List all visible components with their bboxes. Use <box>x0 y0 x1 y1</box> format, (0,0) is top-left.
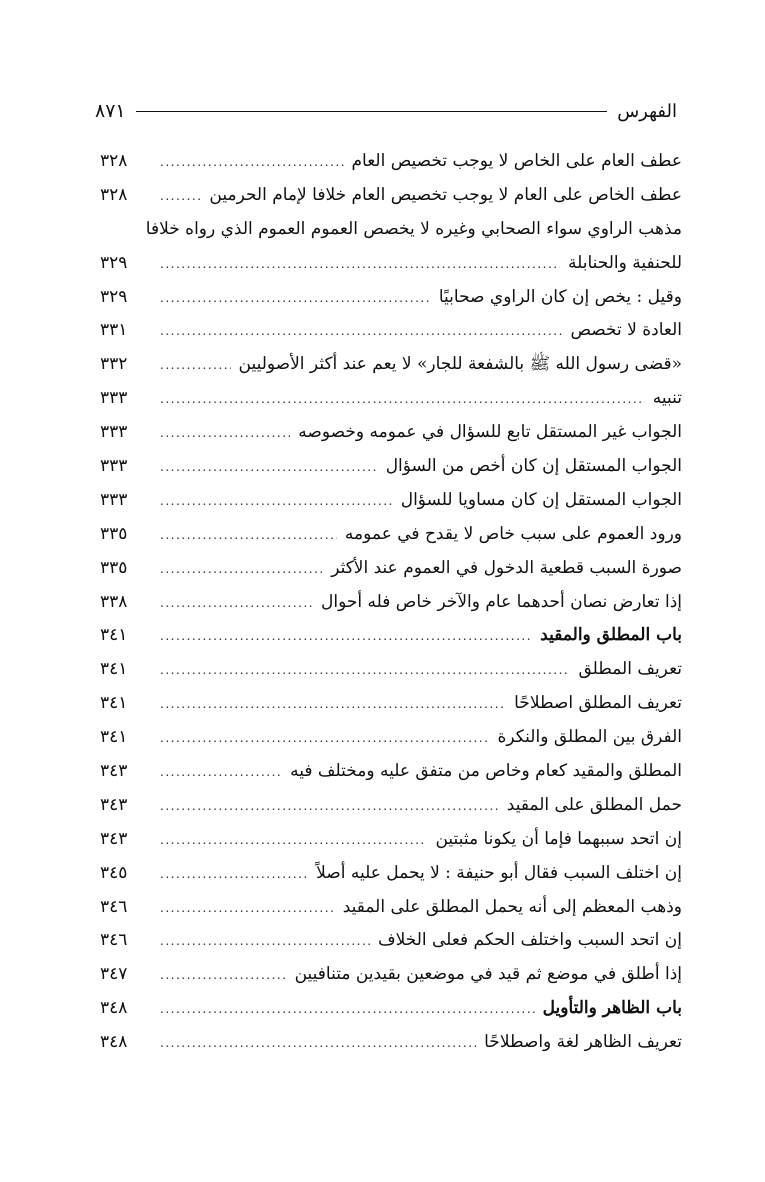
index-entry-page-number: ٣٢٩ <box>100 286 128 307</box>
index-entry <box>100 450 682 484</box>
index-entry-text: إن اتحد السبب واختلف الحكم فعلى الخلاف <box>377 930 682 951</box>
index-entry <box>100 687 682 721</box>
index-entry-text: باب الظاهر والتأويل <box>542 998 682 1019</box>
index-entry-page-number: ٣٤١ <box>100 693 128 714</box>
index-entry-text: تنبيه <box>652 388 682 409</box>
dot-leader <box>160 180 201 214</box>
header-page-number: ٨٧١ <box>95 100 126 122</box>
index-entry-page-number: ٣٣١ <box>100 320 128 341</box>
index-entry-text: الجواب المستقل إن كان أخص من السؤال <box>385 456 682 477</box>
index-entry <box>100 958 682 992</box>
index-entry-text: للحنفية والحنابلة <box>567 252 682 273</box>
index-entry-page-number: ٣٣٣ <box>100 388 128 409</box>
index-entry-text: العادة لا تخصص <box>570 320 682 341</box>
dot-leader <box>160 1027 476 1061</box>
index-entry <box>100 145 682 179</box>
index-entry <box>100 586 682 620</box>
index-entry <box>100 891 682 925</box>
index-entry <box>100 721 682 755</box>
dot-leader <box>160 248 560 282</box>
dot-leader <box>160 756 282 790</box>
index-entry <box>100 755 682 789</box>
dot-leader <box>160 451 378 485</box>
index-entry-page-number: ٣٤٨ <box>100 1032 128 1053</box>
index-section-heading <box>100 992 682 1026</box>
dot-leader <box>160 553 323 587</box>
index-entry-page-number: ٣٣٨ <box>100 591 128 612</box>
index-entry <box>100 348 682 382</box>
index-entry-page-number: ٣٤٣ <box>100 761 128 782</box>
dot-leader <box>160 620 532 654</box>
index-entry <box>100 382 682 416</box>
dot-leader <box>160 790 499 824</box>
index-entry <box>100 857 682 891</box>
dot-leader <box>160 587 313 621</box>
index-entry-page-number: ٣٤٨ <box>100 998 128 1019</box>
dot-leader <box>160 383 645 417</box>
index-entry-page-number: ٣٢٨ <box>100 184 128 205</box>
dot-leader <box>160 282 431 316</box>
index-entry <box>100 518 682 552</box>
index-entry-text: عطف العام على الخاص لا يوجب تخصيص العام <box>351 151 682 171</box>
index-entry-text: المطلق والمقيد كعام وخاص من متفق عليه ومختلف فيه <box>290 761 682 782</box>
header-rule <box>136 111 608 112</box>
index-entry-text: تعريف الظاهر لغة واصطلاحًا <box>484 1032 682 1053</box>
index-entry-text: إن اتحد سببهما فإما أن يكونا مثبتين <box>435 828 682 849</box>
index-entry-page-number: ٣٢٨ <box>100 151 128 171</box>
index-entry-text: باب المطلق والمقيد <box>540 625 682 646</box>
index-entry <box>100 247 682 281</box>
index-list <box>100 145 682 1060</box>
index-entry <box>100 213 682 247</box>
index-entry-text: ورود العموم على سبب خاص لا يقدح في عمومه <box>344 523 682 544</box>
index-entry-page-number: ٣٤٥ <box>100 862 128 883</box>
index-entry <box>100 653 682 687</box>
index-entry <box>100 1026 682 1060</box>
index-entry-page-number: ٣٤٣ <box>100 828 128 849</box>
index-section-heading <box>100 619 682 653</box>
index-entry-text: مذهب الراوي سواء الصحابي وغيره لا يخصص العموم العموم الذي رواه خلافا <box>145 218 682 239</box>
dot-leader <box>160 824 427 858</box>
index-entry-text: تعريف المطلق اصطلاحًا <box>514 693 682 714</box>
header-title: الفهرس <box>617 100 677 122</box>
index-entry-text: «قضى رسول الله ﷺ بالشفعة للجار» لا يعم عند أكثر الأصوليين <box>238 354 682 375</box>
dot-leader <box>160 892 335 926</box>
dot-leader <box>160 654 570 688</box>
index-entry-page-number: ٣٤١ <box>100 659 128 680</box>
index-entry-page-number: ٣٣٥ <box>100 557 128 578</box>
index-entry <box>100 179 682 213</box>
index-entry <box>100 484 682 518</box>
index-entry-text: الجواب غير المستقل تابع للسؤال في عمومه وخصوصه <box>298 422 682 443</box>
index-entry <box>100 416 682 450</box>
dot-leader <box>160 858 308 892</box>
dot-leader <box>160 925 370 959</box>
index-entry-text: وقيل : يخص إن كان الراوي صحابيًا <box>438 286 682 307</box>
index-entry <box>100 552 682 586</box>
index-entry <box>100 281 682 315</box>
index-entry-page-number: ٣٣٢ <box>100 354 128 375</box>
dot-leader <box>160 688 506 722</box>
index-entry <box>100 314 682 348</box>
dot-leader <box>160 519 337 553</box>
index-entry-page-number: ٣٣٣ <box>100 422 128 443</box>
index-entry-text: الجواب المستقل إن كان مساويا للسؤال <box>400 489 682 510</box>
index-entry-page-number: ٣٤٦ <box>100 930 128 951</box>
index-entry-page-number: ٣٤٦ <box>100 896 128 917</box>
index-entry-text: إذا أطلق في موضع ثم قيد في موضعين بقيدين متنافيين <box>294 964 682 985</box>
dot-leader <box>160 349 231 383</box>
dot-leader <box>160 146 344 180</box>
dot-leader <box>160 993 535 1027</box>
dot-leader <box>160 417 290 451</box>
index-entry-text: حمل المطلق على المقيد <box>506 794 682 815</box>
dot-leader <box>160 485 393 519</box>
dot-leader <box>160 315 562 349</box>
dot-leader <box>160 722 490 756</box>
index-entry-text: وذهب المعظم إلى أنه يحمل المطلق على المقيد <box>342 896 682 917</box>
index-entry-text: الفرق بين المطلق والنكرة <box>497 727 682 748</box>
index-entry-page-number: ٣٤٣ <box>100 794 128 815</box>
index-entry <box>100 924 682 958</box>
dot-leader <box>160 959 287 993</box>
page-header <box>95 96 677 126</box>
index-entry-page-number: ٣٤٧ <box>100 964 128 985</box>
index-entry <box>100 823 682 857</box>
index-entry-page-number: ٣٢٩ <box>100 252 128 273</box>
index-entry-text: عطف الخاص على العام لا يوجب تخصيص العام خلافا لإمام الحرمين <box>209 184 682 205</box>
index-entry-text: إن اختلف السبب فقال أبو حنيفة : لا يحمل عليه أصلاً <box>316 862 682 883</box>
index-entry-text: تعريف المطلق <box>578 659 682 680</box>
index-entry <box>100 789 682 823</box>
index-entry-page-number: ٣٤١ <box>100 625 128 646</box>
index-entry-page-number: ٣٣٥ <box>100 523 128 544</box>
index-entry-text: صورة السبب قطعية الدخول في العموم عند الأكثر <box>331 557 682 578</box>
index-entry-text: إذا تعارض نصان أحدهما عام والآخر خاص فله أحوال <box>321 591 682 612</box>
index-entry-page-number: ٣٣٣ <box>100 456 128 477</box>
index-entry-page-number: ٣٣٣ <box>100 489 128 510</box>
index-entry-page-number: ٣٤١ <box>100 727 128 748</box>
